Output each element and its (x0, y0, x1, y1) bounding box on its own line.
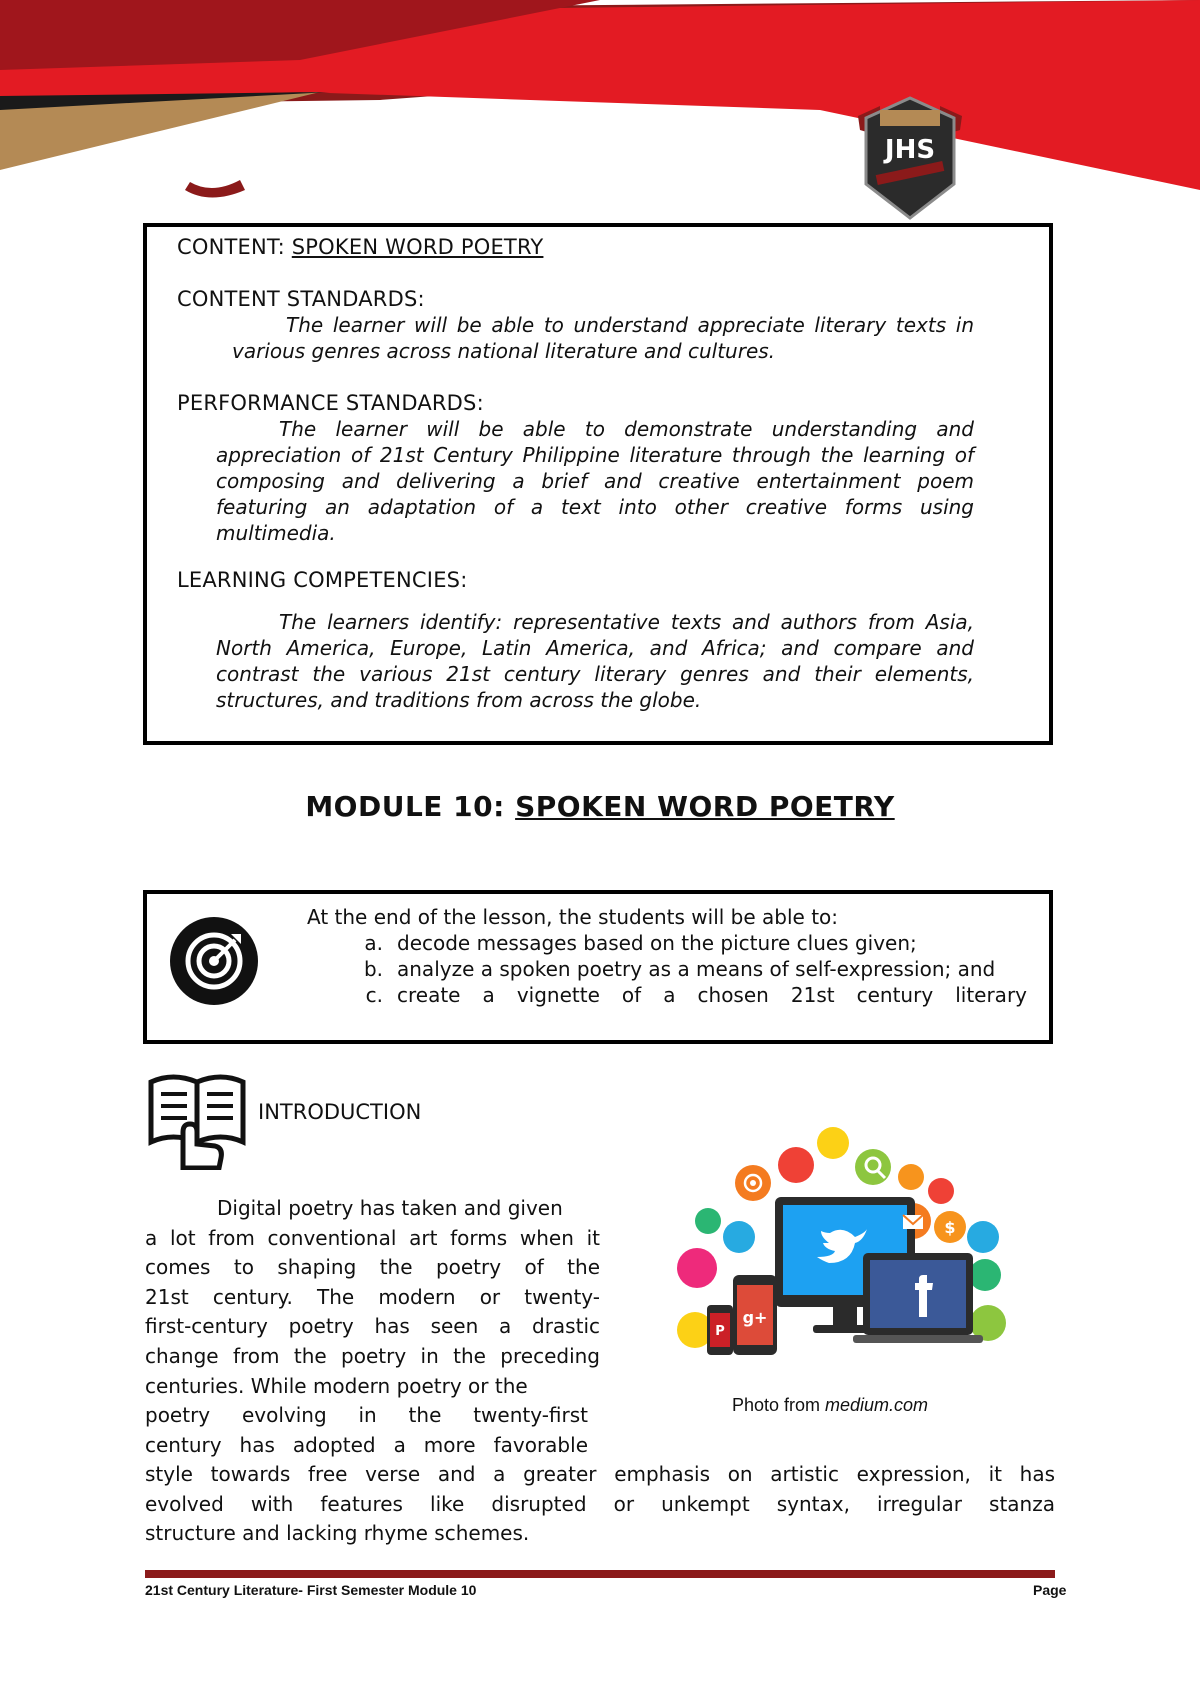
intro-line: comes to shaping the poetry of the (145, 1255, 600, 1280)
objective-text: create a vignette of a chosen 21st century literary (397, 983, 1027, 1007)
objective-marker: c. (365, 983, 383, 1007)
intro-line: style towards free verse and a greater emphasis on artistic expression, it has (145, 1462, 1055, 1486)
module-prefix: MODULE 10: (305, 790, 516, 823)
performance-standards-label: PERFORMANCE STANDARDS: (177, 391, 484, 415)
introduction-paragraph-continued (145, 1460, 1055, 1549)
learning-competencies-label: LEARNING COMPETENCIES: (177, 568, 468, 592)
svg-text:P: P (715, 1324, 725, 1339)
footer-divider (145, 1570, 1055, 1578)
introduction-heading: INTRODUCTION (258, 1100, 422, 1124)
header-banner (0, 0, 1200, 200)
objective-text: decode messages based on the picture clues given; (397, 931, 917, 955)
learning-objectives-box (143, 890, 1053, 1044)
content-standards-text: The learner will be able to understand appreciate literary texts in various genres across national literature and cultures. (232, 313, 974, 363)
photo-caption (670, 1395, 990, 1416)
intro-line: a lot from conventional art forms when it (145, 1225, 600, 1250)
target-icon (169, 916, 259, 1006)
objective-item (347, 930, 1027, 956)
content-label: CONTENT: (177, 235, 292, 259)
footer-course-title: 21st Century Literature- First Semester Module 10 (145, 1582, 477, 1598)
intro-line: centuries. While modern poetry or the (145, 1373, 528, 1398)
intro-line: Digital poetry has taken and given (217, 1196, 563, 1220)
intro-line: 21st century. The modern or twenty- (145, 1284, 600, 1309)
module-title-text: SPOKEN WORD POETRY (515, 790, 895, 823)
objectives-intro: At the end of the lesson, the students will be able to: (307, 905, 839, 929)
intro-line: change from the poetry in the preceding (145, 1343, 600, 1368)
learning-competencies-text: The learners identify: representative texts and authors from Asia, North America, Europe, Latin America, and Africa; and compare and contrast the various 21st century literary genres and their elements, structures, and traditions from across the globe. (216, 610, 974, 712)
intro-line: structure and lacking rhyme schemes. (145, 1521, 530, 1546)
introduction-paragraph (145, 1194, 600, 1460)
content-line (177, 235, 543, 259)
objective-text: analyze a spoken poetry as a means of self-expression; and (397, 957, 996, 981)
svg-text:g+: g+ (742, 1308, 768, 1327)
digital-media-illustration (665, 1125, 1010, 1370)
module-title (0, 790, 1200, 823)
intro-line: century has adopted a more favorable (145, 1432, 588, 1457)
intro-line: first-century poetry has seen a drastic (145, 1314, 600, 1339)
objective-marker: b. (363, 957, 383, 981)
performance-standards-text: The learner will be able to demonstrate understanding and appreciation of 21st Century Philippine literature through the learning of composing and delivering a brief and creative entertainment poem featuring an adaptation of a text into other creative forms using multimedia. (216, 417, 974, 545)
school-crest-logo (850, 96, 970, 220)
objective-marker: a. (364, 931, 383, 955)
crest-text: JHS (884, 135, 936, 165)
objectives-list (347, 930, 1027, 1008)
svg-text:$: $ (944, 1218, 956, 1237)
intro-line: evolved with features like disrupted or unkempt syntax, irregular stanza (145, 1491, 1055, 1516)
open-book-hand-icon (145, 1070, 250, 1170)
intro-line: poetry evolving in the twenty-first (145, 1403, 588, 1428)
objective-item (347, 982, 1027, 1008)
content-value: SPOKEN WORD POETRY (291, 235, 544, 259)
content-standards-box (143, 223, 1053, 745)
content-standards-label: CONTENT STANDARDS: (177, 287, 425, 311)
objective-item (347, 956, 1027, 982)
caption-prefix: Photo from (731, 1395, 825, 1415)
caption-source: medium.com (825, 1395, 929, 1415)
footer-page-label: Page (1033, 1582, 1067, 1598)
